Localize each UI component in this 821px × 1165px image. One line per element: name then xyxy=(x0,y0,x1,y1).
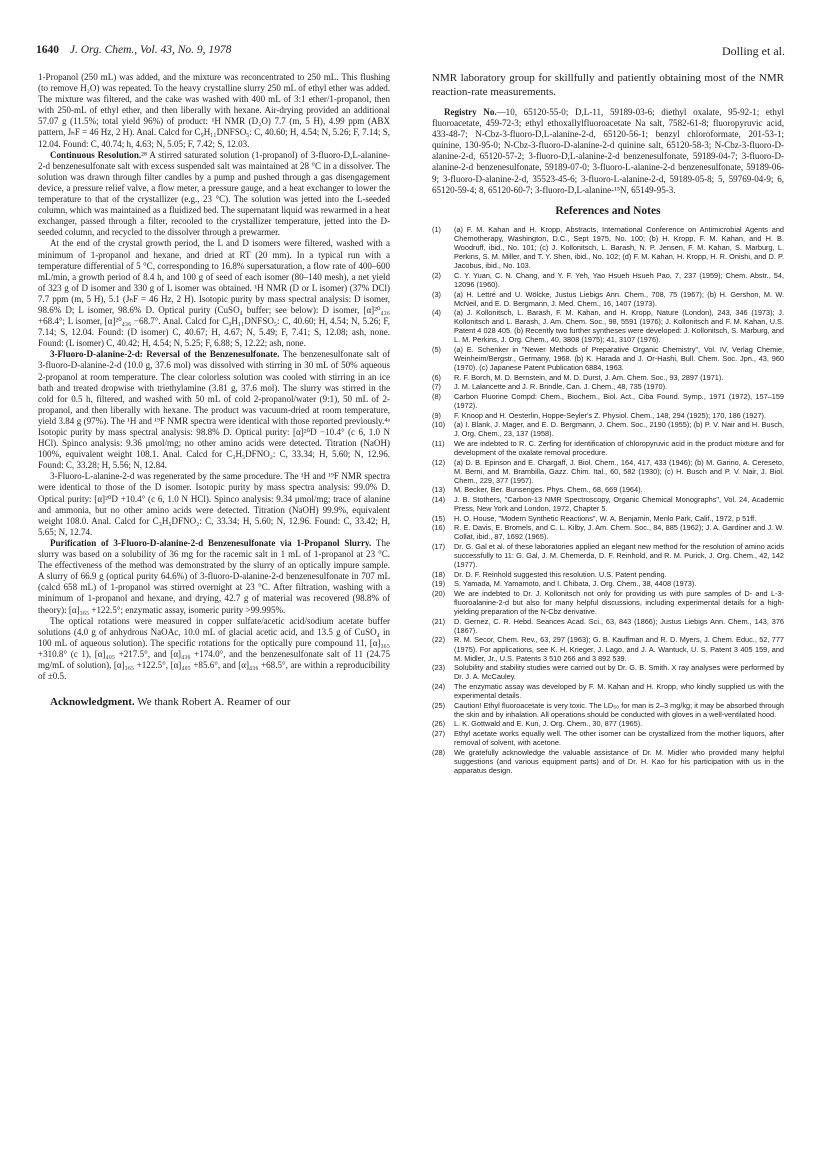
run-in-title: Continuous Resolution. xyxy=(50,149,142,160)
reference-item xyxy=(432,290,784,308)
right-column xyxy=(432,72,784,775)
paragraph: 1-Propanol (250 mL) was added, and the mixture was reconcentrated to 250 mL. This flushing (to remove H₂O) was repeated. To the heavy crystalline slurry 250 mL of ethyl ether was added. The mixture was filtered, and the cake was washed with 400 mL of 3:1 ether/1-propanol, then with 250-mL of ethyl ether, and then liberally with hexane. Air-drying provided an additional 57.07 g (11.5%; total yield 96%) of product: ¹H NMR (D₂O) 7.7 (m, 5 H), 4.99 ppm (ABX pattern, JₕF = 46 Hz, 2 H). Anal. Calcd for C₉H₁₁DNFSO₅: C, 40.60; H, 4.54; N, 5.26; F, 7.14; S, 12.04. Found: C, 40.74; h, 4.63; N, 5.05; F, 7.42; S, 12.03. xyxy=(38,72,390,149)
reference-item xyxy=(432,373,784,382)
reference-item xyxy=(432,514,784,523)
paragraph-text: The benzenesulfonate salt of 3-fluoro-D-alanine-2-d (10.0 g, 37.6 mol) was dissolved with stirring in 30 mL of 50% aqueous 2-propanol at room temperature. The clear colorless solution was cooled with stirring in an ice bath and treated dropwise with triethylamine (3.81 g, 37.6 mol). The slurry was stirred in the cold for 0.5 h, filtered, and washed with 50 mL of cold 2-propanol/water (9:1), 50 mL of 2-propanol, and then liberally with hexane. The product was vacuum-dried at room temperature, yield 3.84 g (97%). The ¹H and ¹⁹F NMR spectra were identical with those reported previously.⁴ᵃ Isotopic purity by mass spectral analysis: 98.8% D. Optical purity: [α]²⁰D −10.4° (c 6, 1.0 N HCl). Spinco analysis: 9.36 μmol/mg; no other amino acids were detected. Titration (NaOH) 100%, equivalent weight 108.1. Anal. Calcd for C₃H₅DFNO₂: C, 33.34; H, 5.60; N, 12.96. Found: C, 33.28; H, 5.56; N, 12.84. xyxy=(38,349,390,471)
reference-number: (11) xyxy=(432,439,445,448)
run-in-title: Purification of 3-Fluoro-D-alanine-2-d Benzenesulfonate via 1-Propanol Slurry. xyxy=(50,537,372,548)
reference-number: (20) xyxy=(432,589,446,598)
reference-text: Solubility and stability studies were carried out by Dr. G. B. Smith. X ray analyses were performed by Dr. J. A. McCauley. xyxy=(454,663,784,682)
reference-text: R. F. Borch, M. D. Bernstein, and M. D. Durst, J. Am. Chem. Soc., 93, 2897 (1971). xyxy=(454,372,724,382)
reference-text: The enzymatic assay was developed by F. M. Kahan and H. Kropp, who kindly supplied us with the experimental details. xyxy=(454,681,784,701)
reference-item xyxy=(432,542,784,569)
reference-number: (23) xyxy=(432,663,446,673)
reference-item xyxy=(432,495,784,513)
reference-text: (a) D. B. Epinson and E. Chargaff, J. Biol. Chem., 164, 417, 433 (1946); (b) M. Garino, A. Cereseto, M. Berni, and M. Brambilla, Gazz. Chim. Ital., 60, 582 (1930); (c) H. Busch and P. V. Nair, J. Biol. Chem., 229, 377 (1957). xyxy=(454,457,784,485)
reference-item xyxy=(432,308,784,344)
run-in-title: 3-Fluoro-D-alanine-2-d: Reversal of the Benzenesulfonate. xyxy=(50,349,280,360)
reference-text: (a) H. Lettré and U. Wölcke, Justus Liebigs Ann. Chem., 708, 75 (1967); (b) H. Gershon, M. W. McNeil, and E. D. Bergmann, J. Med. Chem., 16, 1407 (1973). xyxy=(454,289,784,308)
reference-text: S. Yamada, M. Yamamoto, and I. Chibata, J. Org. Chem., 38, 4408 (1973). xyxy=(454,579,697,589)
reference-item xyxy=(432,458,784,485)
reference-text: Ethyl acetate works equally well. The other isomer can be crystallized from the mother liquors, after removal of solvent, with acetone. xyxy=(454,728,784,747)
reference-item xyxy=(432,392,784,410)
reference-number: (15) xyxy=(432,513,446,523)
reference-text: We are indebted to Dr. J. Kollonitsch not only for providing us with pure samples of D- and L-3-fluoroalanine-2-d but also for many helpful discussions, including experimental details for a high-yielding preparation of the N-Cbz derivative. xyxy=(454,589,784,617)
reference-text: D. Gernez, C. R. Hebd. Seances Acad. Sci., 63, 843 (1866); Justus Liebigs Ann. Chem., 143, 376 (1867). xyxy=(454,616,784,635)
acknowledgment-text: We thank Robert A. Reamer of our xyxy=(134,696,291,709)
paragraph: The optical rotations were measured in copper sulfate/acetic acid/sodium acetate buffer solutions (4.0 g of anhydrous NaOAc, 10.0 mL of glacial acetic acid, and 13.5 g of CuSO₄ in 100 mL of aqueous solution). The specific rotations for the optically pure compound 11, [α]₃₆₅ +310.8° (c 1), [α]₄₀₅ +217.5°, and [α]₄₃₆ +174.0°, and the benzenesulfonate salt of 11 (24.75 mg/mL of solution), [α]₃₆₅ +122.5°, [α]₄₀₅ +85.6°, and [α]₄₃₆ +68.5°, are within a reproducibility of ±0.5. xyxy=(38,615,390,682)
reference-item xyxy=(432,729,784,747)
acknowledgment xyxy=(38,696,390,710)
reference-text: (a) J. Kollonitsch, L. Barash, F. M. Kahan, and H. Kropp, Nature (London), 243, 346 (1973); J. Kollonitsch and L. Barash, J. Am. Chem. Soc., 98, 5591 (1976); J. Kollonitsch and F. M. Kahan, U.S. Patent 4 028 405. (b) Recently two further syntheses were developed: J. Kollonitsch, S. Marburg, and L. M. Perkins, J. Org. Chem., 40, 3808 (1975); 41, 3107 (1976). xyxy=(454,308,784,345)
reference-item xyxy=(432,420,784,438)
paragraph-text: The slurry was based on a solubility of 36 mg for the racemic salt in 1 mL of 1-propanol at 23 °C. The effectiveness of the method was demonstrated by the slurry of an optically impure sample. A slurry of 66.9 g (optical purity 64.6%) of 3-fluoro-D-alanine-2-d benzenesulfonate in 707 mL (calcd 658 mL) of 1-propanol was stirred overnight at 23 °C. After filtration, washing with a minimum of 1-propanol and hexane, and drying, 42.7 g of material was recovered (98.8% of theory): [α]₃₆₅ +122.5°; enzymatic assay, isomeric purity >99.995%. xyxy=(38,537,390,615)
reference-number: (18) xyxy=(432,569,446,579)
reference-number: (6) xyxy=(432,372,441,382)
reference-number: (21) xyxy=(432,616,446,626)
reference-text: Caution! Ethyl fluoroacetate is very toxic. The LD₅₀ for man is 2–3 mg/kg; it may be absorbed through the skin and by inhalation. All operations should be conducted with gloves in a well-ventilated hood. xyxy=(454,700,784,719)
reference-number: (2) xyxy=(432,270,441,280)
journal-citation: J. Org. Chem., Vol. 43, No. 9, 1978 xyxy=(69,44,232,56)
reference-number: (12) xyxy=(432,457,446,467)
reference-number: (22) xyxy=(432,635,446,645)
reference-text: We gratefully acknowledge the valuable assistance of Dr. M. Midler who provided many helpful suggestions (and various equipment parts) and of Dr. H. Kao for his participation with us in the apparatus design. xyxy=(454,747,784,775)
reference-text: R. E. Davis, E. Bromels, and C. L. Kilby, J. Am. Chem. Soc., 84, 885 (1962); J. A. Gardiner and J. W. Collat, ibid., 87, 1692 (1965). xyxy=(454,523,784,542)
reference-item xyxy=(432,682,784,700)
acknowledgment-continued: NMR laboratory group for skillfully and patiently obtaining most of the NMR reaction-rate measurements. xyxy=(432,72,784,98)
reference-item xyxy=(432,523,784,541)
page-number: 1640 xyxy=(36,44,59,56)
reference-text: (a) E. Schenker in "Newer Methods of Preparative Organic Chemistry", Vol. IV, Verlag Chemie, Weinheim/Bergstr., Germany, 1968. (b) K. Harada and J. Or-Hashi, Bull. Chem. Soc. Jpn., 43, 960 (1970). (c) Japanese Patent Publication 6884, 1963. xyxy=(454,345,784,373)
reference-item xyxy=(432,411,784,420)
reference-item xyxy=(432,225,784,270)
reference-text: Carbon Fluorine Compd: Chem., Biochem., Biol. Act., Ciba Found. Symp., 1971 (1972), 157–159 (1972). xyxy=(454,392,784,411)
registry-numbers xyxy=(432,107,784,196)
paragraph-text: ²⁸ A stirred saturated solution (1-propanol) of 3-fluoro-D,L-alanine-2-d benzenesulfonate salt with excess suspended salt was maintained at 28 °C in a dissolver. The solution was drawn through filter candles by a pump and pushed through a gas disengagement device, a pressure relief valve, a flow meter, a pressure gauge, and a heat exchanger to lower the temperature to that of the crystallizer (e.g., 23 °C). The solution was jetted into the L-seeded column, which was maintained as a fluidized bed. The supernatant liquid was rewarmed in a heat exchanger, passed through a filter, recooled to the crystallizer temperature, jetted into the D-seeded column, and recycled to the dissolver through a prewarmer. xyxy=(38,149,390,238)
reference-number: (16) xyxy=(432,523,446,533)
page-header xyxy=(36,44,785,60)
reference-number: (28) xyxy=(432,747,446,757)
reference-text: H. O. House, "Modern Synthetic Reactions", W. A. Benjamin, Menlo Park, Calif., 1972, p 51ff. xyxy=(454,513,757,523)
reference-text: We are indebted to R. C. Zerfing for identification of chloropyruvic acid in the product mixture and for development of the oxalate removal procedure. xyxy=(454,439,784,458)
reference-text: Dr. D. F. Reinhold suggested this resolution. U.S. Patent pending. xyxy=(454,569,667,579)
reference-number: (9) xyxy=(432,410,441,420)
reference-number: (4) xyxy=(432,308,441,318)
reference-number: (25) xyxy=(432,700,446,710)
reference-item xyxy=(432,589,784,616)
reference-text: L. K. Gottwald and E. Kun, J. Org. Chem., 30, 877 (1965). xyxy=(454,719,643,729)
reference-number: (8) xyxy=(432,392,441,402)
reference-text: F. Knoop and H. Oesterlin, Hoppe-Seyler's Z. Physiol. Chem., 148, 294 (1925); 170, 186 (1927). xyxy=(454,410,767,420)
reference-number: (5) xyxy=(432,345,441,355)
references-heading: References and Notes xyxy=(555,204,661,217)
reference-text: M. Becker, Ber. Bunsenges. Phys. Chem., 68, 669 (1964). xyxy=(454,485,643,495)
reference-text: (a) F. M. Kahan and H. Kropp, Abstracts, International Conference on Antimicrobial Agents and Chemotherapy, Washington, D.C., Sept 1975, No. 100; (b) H. Kropp, F. M. Kahan, and H. B. Woodruff, ibid., No. 101; (c) J. Kollonitsch, L. Barash, N. P. Jensen, F. M. Kahan, S. Marburg, L. Perkins, S. M. Miller, and T. Y. Shen, ibid., No. 102; (d) F. M. Kahan, H. Kropp, H. R. Onishi, and D. P. Jacobus, ibid., No. 103. xyxy=(454,224,784,271)
reference-item xyxy=(432,719,784,728)
registry-title: Registry No. xyxy=(444,107,497,117)
reference-number: (3) xyxy=(432,289,441,299)
reference-text: (a) I. Blank, J. Mager, and E. D. Bergmann, J. Chem. Soc., 2190 (1955); (b) P. V. Nair and H. Busch, J. Org. Chem., 23, 137 (1958). xyxy=(454,420,784,439)
reference-item xyxy=(432,570,784,579)
reference-item xyxy=(432,663,784,681)
paragraph xyxy=(38,150,390,239)
reference-number: (17) xyxy=(432,542,446,552)
reference-text: J. B. Stothers, "Carbon-13 NMR Spectroscopy, Organic Chemical Monographs", Vol. 24, Academic Press, New York and London, 1972, Chapter 5. xyxy=(454,495,784,514)
paragraph: 3-Fluoro-L-alanine-2-d was regenerated by the same procedure. The ¹H and ¹⁹F NMR spectra were identical to those of the D isomer. Isotopic purity by mass spectra analysis: 99.0% D. Optical purity: [α]²⁰D +10.4° (c 6, 1.0 N HCl). Spinco analysis: 9.34 μmol/mg; trace of alanine and ammonia, but no other amino acids were detected. Titration (NaOH) 99.9%, equivalent weight 108.0. Anal. Calcd for C₃H₅DFNO₂: C, 33.34; H, 5.60; N, 12.96. Found: C, 33.42; H, 5.65; N, 12.74. xyxy=(38,471,390,537)
reference-text: Dr. G. Gal et al. of these laboratories applied an elegant new method for the resolution of amino acids successfully to 11: G. Gal, J. M. Chemerda, D. F. Reinhold, and R. M. Purick, J. Org. Chem., 42, 142 (1977). xyxy=(454,542,784,570)
reference-number: (13) xyxy=(432,485,446,495)
reference-text: R. M. Secor, Chem. Rev., 63, 297 (1963); G. B. Kauffman and R. D. Myers, J. Chem. Educ., 52, 777 (1975). For applications, see K. H. Krieger, J. Lago, and J. A. Wantuck, U. S. Patent 3 405 159, and M. Midler, Jr., U.S. Patents 3 510 266 and 3 892 539. xyxy=(454,635,784,663)
paragraph xyxy=(38,349,390,471)
reference-item xyxy=(432,382,784,391)
reference-number: (14) xyxy=(432,495,446,505)
reference-item xyxy=(432,635,784,662)
reference-item xyxy=(432,748,784,775)
reference-item xyxy=(432,271,784,289)
paragraph xyxy=(38,538,390,616)
reference-number: (26) xyxy=(432,719,446,729)
reference-number: (27) xyxy=(432,728,446,738)
reference-item xyxy=(432,701,784,719)
reference-number: (24) xyxy=(432,681,446,691)
reference-text: C. Y. Yuan, C. N. Chang, and Y. F. Yeh, Yao Hsueh Hsueh Pao, 7, 237 (1959); Chem. Abstr., 54, 12096 (1960). xyxy=(454,270,784,289)
reference-item xyxy=(432,579,784,588)
running-author: Dolling et al. xyxy=(722,44,785,58)
reference-text: J. M. Lalancette and J. R. Brindle, Can. J. Chem., 48, 735 (1970). xyxy=(454,382,668,392)
reference-number: (10) xyxy=(432,420,446,430)
paragraph: At the end of the crystal growth period, the L and D isomers were filtered, washed with a minimum of 1-propanol and hexane, and dried at RT (20 mm). In a typical run with a temperature differential of 5 °C, corresponding to 16.8% supersaturation, a flow rate of 400–600 mL/min, a growth period of 8.4 h, and 100 g of seed of each isomer (80–140 mesh), a net yield of 323 g of D isomer and 330 g of L isomer was obtained. ¹H NMR (D or L isomer) (37% DCl) 7.7 ppm (m, 5 H), 5.1 (JₕF = 46 Hz, 2 H). Isotopic purity by mass spectral analysis: D isomer, 98.6% D; L isomer, 98.6% D. Optical purity (CuSO₄ buffer; see below): D isomer, [α]²⁰₄₃₆ +68.4°; L isomer, [α]²⁰₄₃₆ −68.7°. Anal. Calcd for C₉H₁₁DNFSO₅: C, 40.60; H, 4.54; N, 5.26; F, 7.14; S, 12.04. Found: (D isomer) C, 40.67; H, 4.67; N, 5.49; F, 7.41; S, 12.08; ash, none. Found: (L isomer) C, 40.42; H, 4.54; N, 5.25; F, 6.88; S, 12.22; ash, none. xyxy=(38,238,390,349)
reference-number: (19) xyxy=(432,579,446,589)
acknowledgment-title: Acknowledgment. xyxy=(50,696,135,709)
reference-item xyxy=(432,485,784,494)
reference-number: (7) xyxy=(432,382,441,392)
reference-item xyxy=(432,345,784,372)
reference-item xyxy=(432,617,784,635)
reference-number: (1) xyxy=(432,224,441,234)
left-column xyxy=(38,72,390,710)
reference-item xyxy=(432,439,784,457)
references-list xyxy=(432,225,784,775)
registry-text: —10, 65120-55-0; D,L-11, 59189-03-6; diethyl oxalate, 95-92-1; ethyl fluoroacetate, 459-72-3; ethyl ethoxallylfluoroacetate Na salt, 7582-61-8; fluoropyruvic acid, 433-48-7; N-Cbz-3-fluoro-D,L-alanine-2-d, 65120-56-1; benzyl chloroformate, 201-53-1; quinine, 130-95-0; N-Cbz-3-fluoro-D-alanine-2-d quinine salt, 65120-58-3; N-Cbz-3-fluoro-D-alanine-2-d, 65120-57-2; 3-fluoro-D,L-alanine-2-d benzenesulfonate, 59189-04-7; 3-fluoro-D-alanine-2-d benzenesulfonate, 59189-07-0; 3-fluoro-L-alanine-2-d benzenesulfonate, 59189-06-9; 3-fluoro-D-alanine-2-d, 35523-45-6; 3-fluoro-L-alanine-2-d, 59189-05-8; 5, 59769-04-9; 6, 65120-59-4; 8, 65120-60-7; 3-fluoro-D,L-alanine-¹⁵N, 65149-95-3. xyxy=(432,107,784,195)
